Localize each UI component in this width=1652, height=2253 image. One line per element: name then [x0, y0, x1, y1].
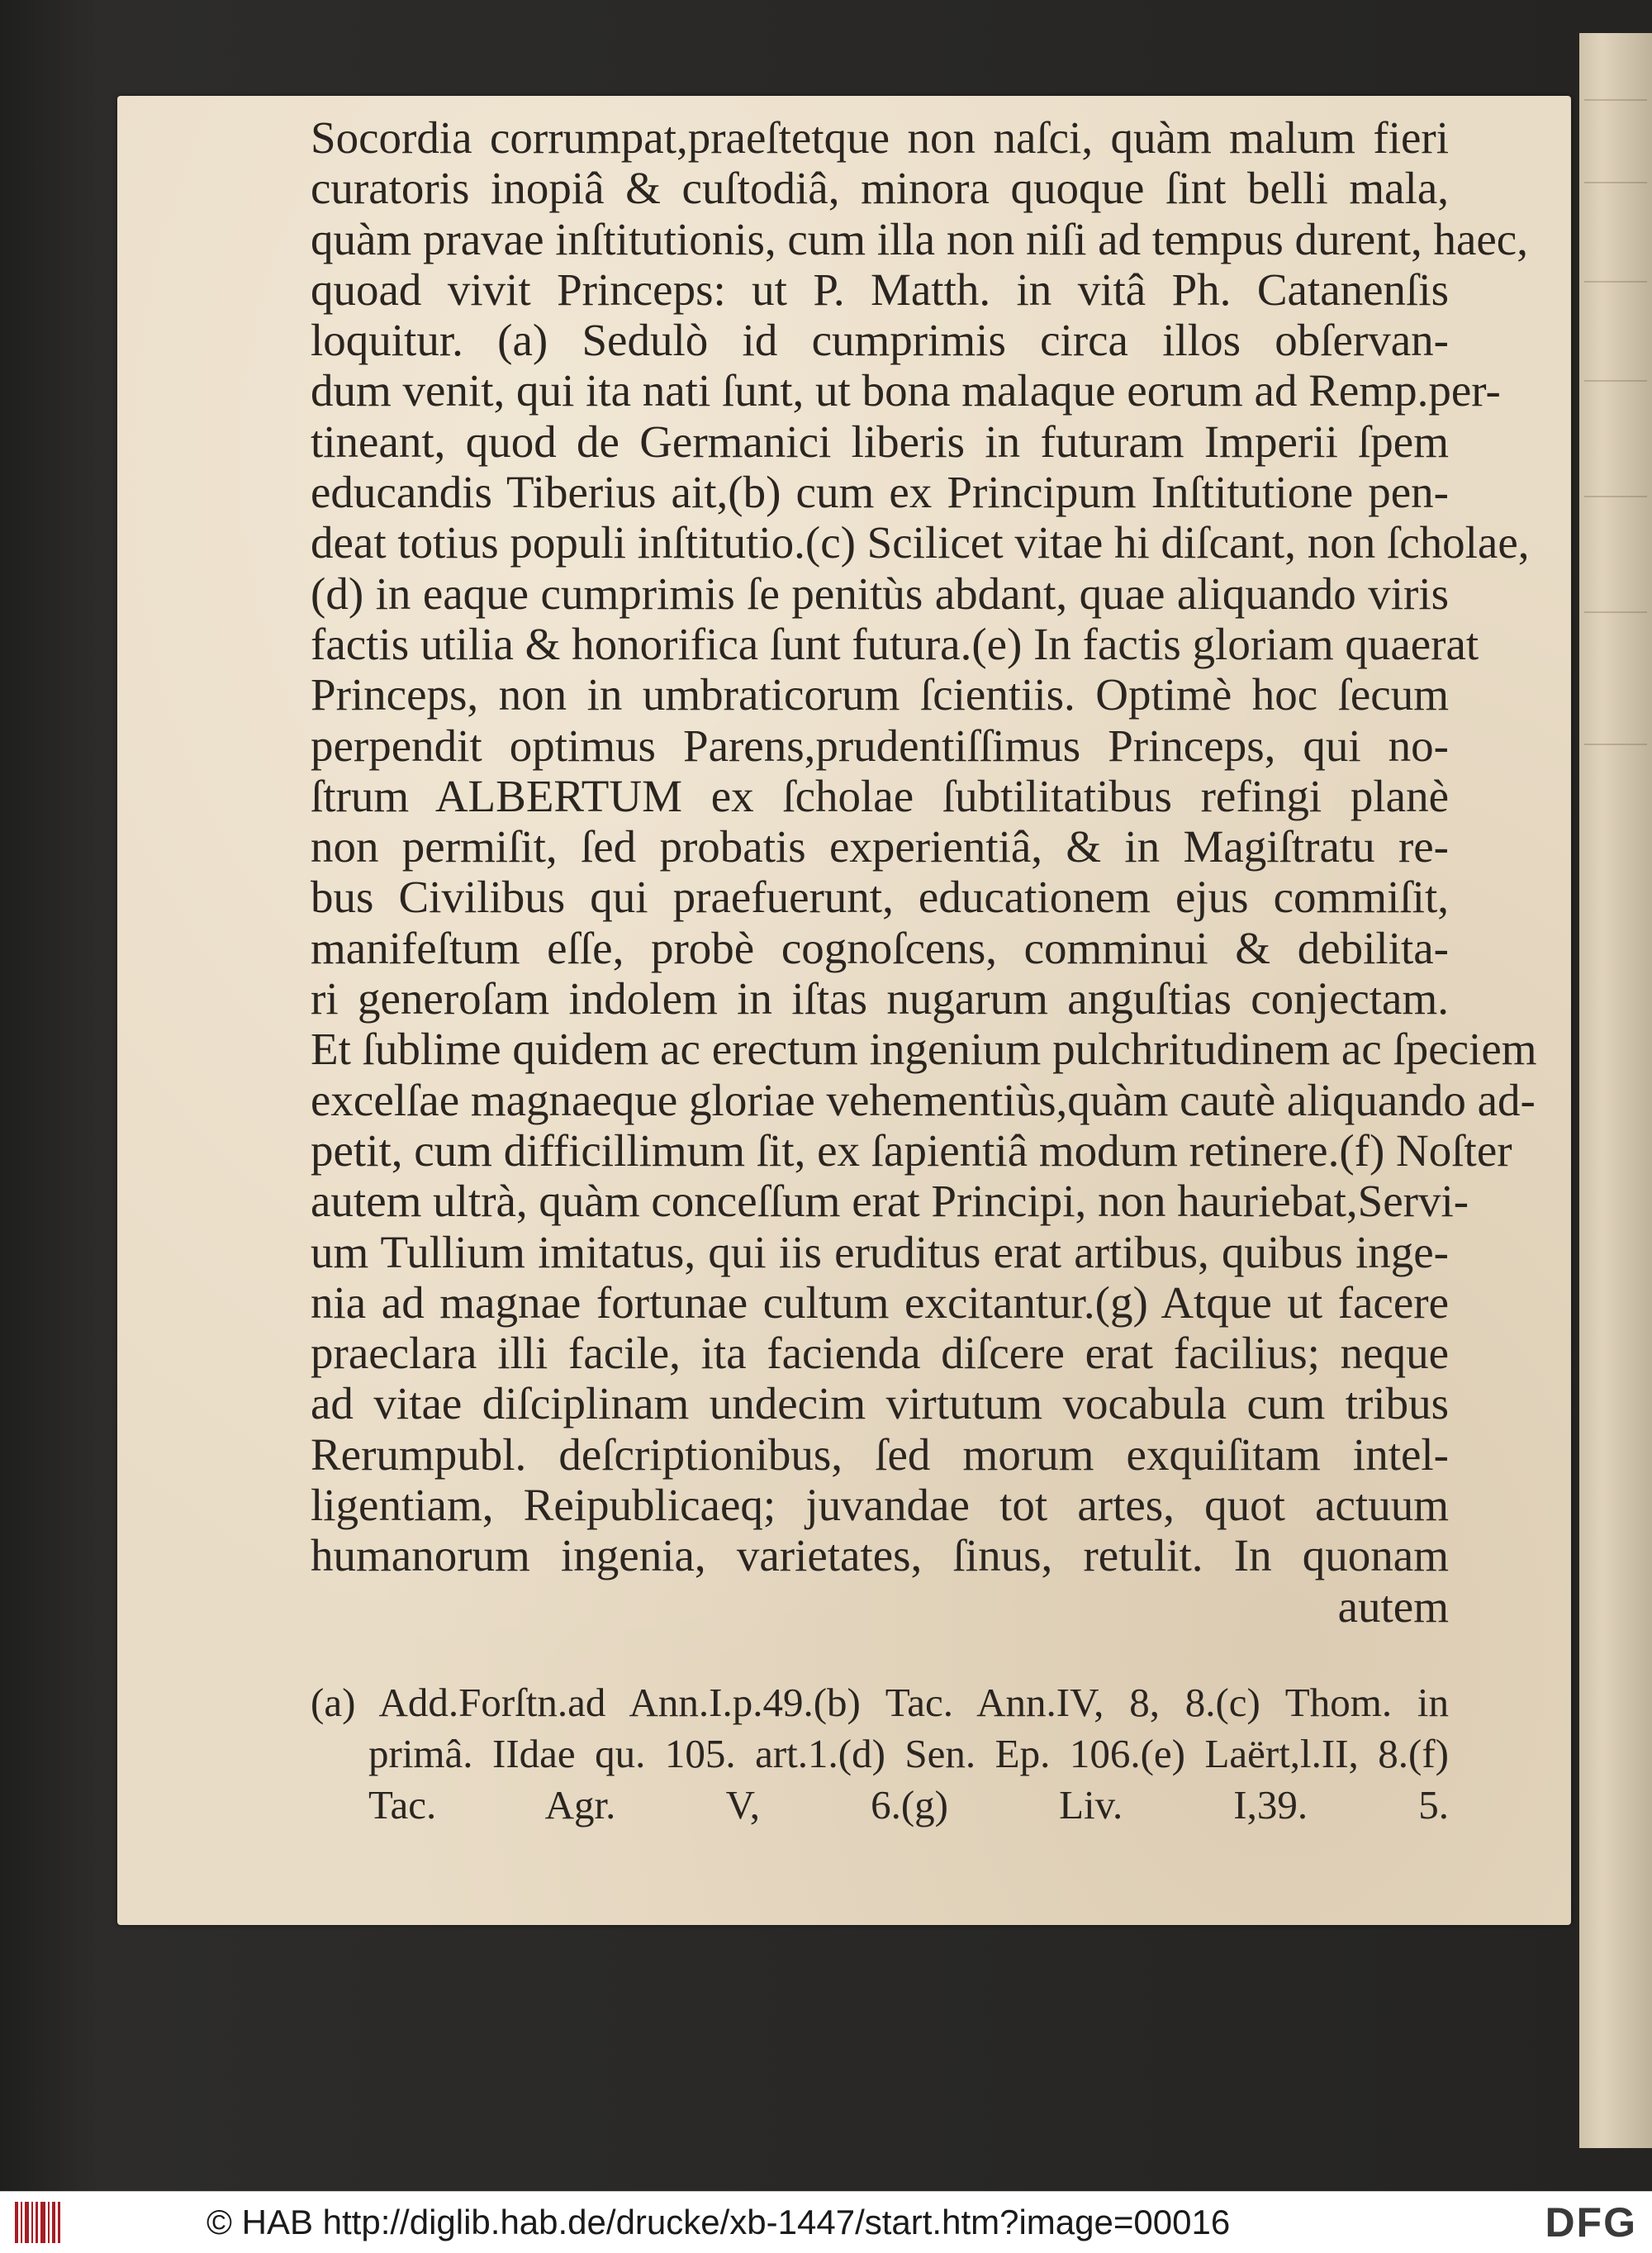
- hab-barcode-icon: [15, 2202, 64, 2243]
- source-url-link[interactable]: © HAB http://diglib.hab.de/drucke/xb-1447/start.htm?image=00016: [206, 2203, 1231, 2241]
- footnote-line: Tac. Agr. V, 6.(g) Liv. I,39. 5.: [368, 1782, 1449, 1828]
- body-line: loquitur. (a) Sedulò id cumprimis circa illos obſervan-: [311, 315, 1449, 366]
- adjacent-page-edge: [1579, 33, 1652, 2148]
- footnote-line: primâ. IIdae qu. 105. art.1.(d) Sen. Ep. 106.(e) Laërt,l.II, 8.(f): [368, 1731, 1449, 1776]
- body-line: autem ultrà, quàm conceſſum erat Principi, non hauriebat,Servi-: [311, 1176, 1469, 1227]
- body-line: excelſae magnaeque gloriae vehementiùs,quàm cautè aliquando ad-: [311, 1074, 1536, 1125]
- body-line: um Tullium imitatus, qui iis eruditus erat artibus, quibus inge-: [311, 1226, 1449, 1277]
- body-line: quoad vivit Princeps: ut P. Matth. in vitâ Ph. Catanenſis: [311, 264, 1449, 315]
- body-line: humanorum ingenia, varietates, ſinus, retulit. In quonam: [311, 1530, 1449, 1581]
- body-line: ligentiam, Reipublicaeq; juvandae tot artes, quot actuum: [311, 1480, 1449, 1531]
- body-line: educandis Tiberius ait,(b) cum ex Principum Inſtitutione pen-: [311, 467, 1449, 518]
- body-line: Socordia corrumpat,praeſtetque non naſci, quàm malum fieri: [311, 112, 1449, 163]
- body-line: tineant, quod de Germanici liberis in futuram Imperii ſpem: [311, 416, 1449, 467]
- body-line: petit, cum difficillimum ſit, ex ſapientiâ modum retinere.(f) Noſter: [311, 1124, 1512, 1176]
- body-line: Rerumpubl. deſcriptionibus, ſed morum exquiſitam intel-: [311, 1428, 1449, 1480]
- body-line: dum venit, qui ita nati ſunt, ut bona malaque eorum ad Remp.per-: [311, 365, 1501, 416]
- body-line: deat totius populi inſtitutio.(c) Scilicet vitae hi diſcant, non ſcholae,: [311, 517, 1530, 568]
- body-line: ad vitae diſciplinam undecim virtutum vocabula cum tribus: [311, 1378, 1449, 1429]
- body-line: non permiſit, ſed probatis experientiâ, & in Magiſtratu re-: [311, 821, 1449, 872]
- body-line: quàm pravae inſtitutionis, cum illa non niſi ad tempus durent, haec,: [311, 213, 1528, 264]
- dfg-logo: DFG: [1545, 2199, 1637, 2246]
- body-line: nia ad magnae fortunae cultum excitantur.(g) Atque ut facere: [311, 1276, 1449, 1328]
- body-line: perpendit optimus Parens,prudentiſſimus Princeps, qui no-: [311, 720, 1449, 771]
- footnote-line: (a) Add.Forſtn.ad Ann.I.p.49.(b) Tac. Ann.IV, 8, 8.(c) Thom. in: [311, 1680, 1449, 1725]
- body-line: curatoris inopiâ & cuſtodiâ, minora quoque ſint belli mala,: [311, 163, 1449, 214]
- body-text: [311, 112, 1537, 1632]
- body-line: ri generoſam indolem in iſtas nugarum anguſtias conjectam.: [311, 973, 1449, 1024]
- footnotes: [311, 1677, 1449, 1831]
- body-line: Et ſublime quidem ac erectum ingenium pulchritudinem ac ſpeciem: [311, 1024, 1537, 1075]
- body-line: manifeſtum eſſe, probè cognoſcens, comminui & debilita-: [311, 922, 1449, 973]
- body-line: praeclara illi facile, ita facienda diſcere erat facilius; neque: [311, 1328, 1449, 1379]
- catchword: autem: [1337, 1580, 1449, 1632]
- body-line: Princeps, non in umbraticorum ſcientiis. Optimè hoc ſecum: [311, 669, 1449, 720]
- body-line: ſtrum ALBERTUM ex ſcholae ſubtilitatibus refingi planè: [311, 770, 1449, 821]
- body-line: factis utilia & honorifica ſunt futura.(e) In factis gloriam quaerat: [311, 618, 1479, 669]
- footer-bar: [0, 2191, 1652, 2253]
- body-line: (d) in eaque cumprimis ſe penitùs abdant, quae aliquando viris: [311, 568, 1449, 619]
- body-line: bus Civilibus qui praefuerunt, educationem ejus commiſit,: [311, 872, 1449, 923]
